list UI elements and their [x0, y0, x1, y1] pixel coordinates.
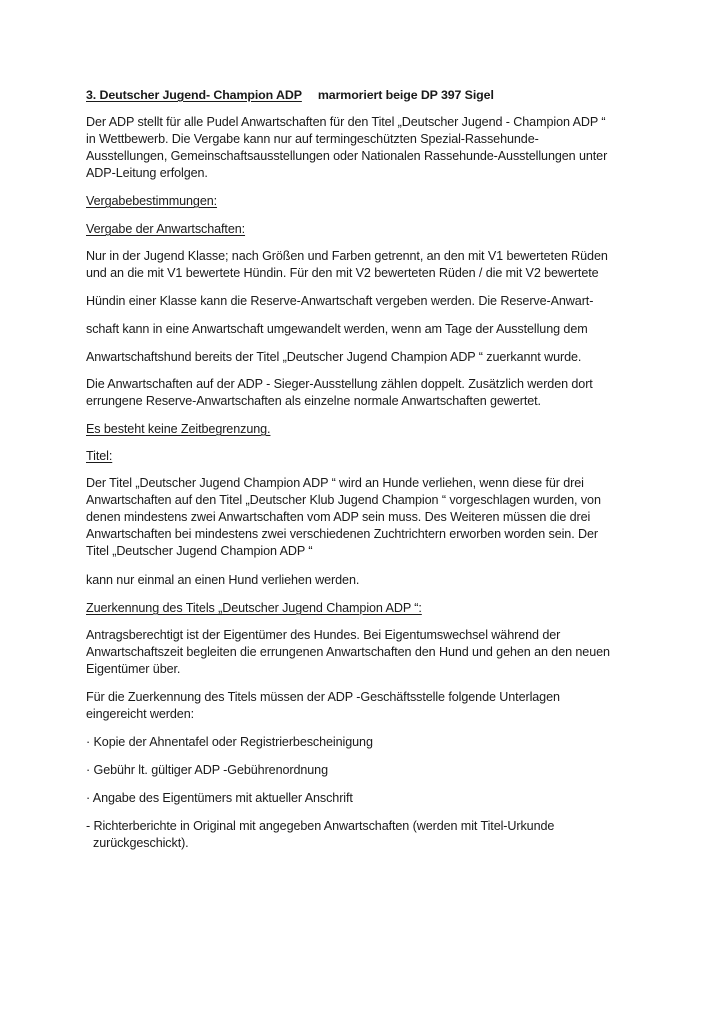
- vergabe-line-1: Nur in der Jugend Klasse; nach Größen und Farben getrennt, an den mit V1 bewerteten Rüden: [86, 249, 608, 263]
- unterlagen-line-1: Für die Zuerkennung des Titels müssen der ADP -Geschäftsstelle folgende Unterlagen: [86, 690, 560, 704]
- requirement-item: · Angabe des Eigentümers mit aktueller Anschrift: [86, 791, 353, 805]
- antrag-line-2: Anwartschaftszeit begleiten die errungenen Anwartschaften den Hund und gehen an den neuen: [86, 645, 610, 659]
- requirement-item: · Kopie der Ahnentafel oder Registrierbescheinigung: [86, 735, 373, 749]
- vergabe-line-3: Hündin einer Klasse kann die Reserve-Anwartschaft vergeben werden. Die Reserve-Anwart-: [86, 294, 594, 308]
- titel-once-note: kann nur einmal an einen Hund verliehen werden.: [86, 573, 360, 587]
- sieger-line-2: errungene Reserve-Anwartschaften als einzelne normale Anwartschaften gewertet.: [86, 394, 541, 408]
- section-vergabebestimmungen: Vergabebestimmungen:: [86, 194, 218, 208]
- vergabe-line-4: schaft kann in eine Anwartschaft umgewandelt werden, wenn am Tage der Ausstellung dem: [86, 322, 588, 336]
- requirement-item: · Gebühr lt. gültiger ADP -Gebührenordnung: [86, 763, 328, 777]
- section-vergabe-anwartschaften: Vergabe der Anwartschaften:: [86, 222, 246, 236]
- unterlagen-line-2: eingereicht werden:: [86, 707, 195, 721]
- intro-line-1: Der ADP stellt für alle Pudel Anwartschaften für den Titel „Deutscher Jugend - Champion ADP “: [86, 115, 606, 129]
- section-zuerkennung: Zuerkennung des Titels „Deutscher Jugend Champion ADP “:: [86, 601, 422, 615]
- section-titel: Titel:: [86, 449, 113, 463]
- titel-line-2: Anwartschaften auf den Titel „Deutscher Klub Jugend Champion “ vorgeschlagen wurden, von: [86, 493, 601, 507]
- titel-line-3: denen mindestens zwei Anwartschaften vom ADP sein muss. Des Weiteren müssen die drei: [86, 510, 591, 524]
- vergabe-line-2: und an die mit V1 bewertete Hündin. Für den mit V2 bewerteten Rüden / die mit V2 bewertete: [86, 266, 599, 280]
- titel-line-5: Titel „Deutscher Jugend Champion ADP “: [86, 544, 313, 558]
- vergabe-line-5: Anwartschaftshund bereits der Titel „Deutscher Jugend Champion ADP “ zuerkannt wurde.: [86, 350, 582, 364]
- antrag-line-1: Antragsberechtigt ist der Eigentümer des Hundes. Bei Eigentumswechsel während der: [86, 628, 561, 642]
- intro-line-3: Ausstellungen, Gemeinschaftsausstellungen oder Nationalen Rassehunde-Ausstellungen unter: [86, 149, 608, 163]
- intro-line-4: ADP-Leitung erfolgen.: [86, 166, 208, 180]
- titel-line-4: Anwartschaften bei mindestens zwei verschiedenen Zuchtrichtern erworben worden sein. Der: [86, 527, 599, 541]
- sieger-line-1: Die Anwartschaften auf der ADP - Sieger-Ausstellung zählen doppelt. Zusätzlich werden dort: [86, 377, 593, 391]
- intro-line-2: in Wettbewerb. Die Vergabe kann nur auf termingeschützten Spezial-Rassehunde-: [86, 132, 539, 146]
- requirement-item: - Richterberichte in Original mit angegeben Anwartschaften (werden mit Titel-Urkunde: [86, 819, 555, 833]
- heading-title: 3. Deutscher Jugend- Champion ADP: [86, 88, 302, 102]
- no-time-limit-note: Es besteht keine Zeitbegrenzung.: [86, 422, 271, 436]
- requirement-item-continuation: zurückgeschickt).: [93, 836, 189, 850]
- document-heading: [86, 87, 494, 104]
- heading-subtitle: marmoriert beige DP 397 Sigel: [317, 88, 494, 102]
- antrag-line-3: Eigentümer über.: [86, 662, 181, 676]
- titel-line-1: Der Titel „Deutscher Jugend Champion ADP “ wird an Hunde verliehen, wenn diese für drei: [86, 476, 584, 490]
